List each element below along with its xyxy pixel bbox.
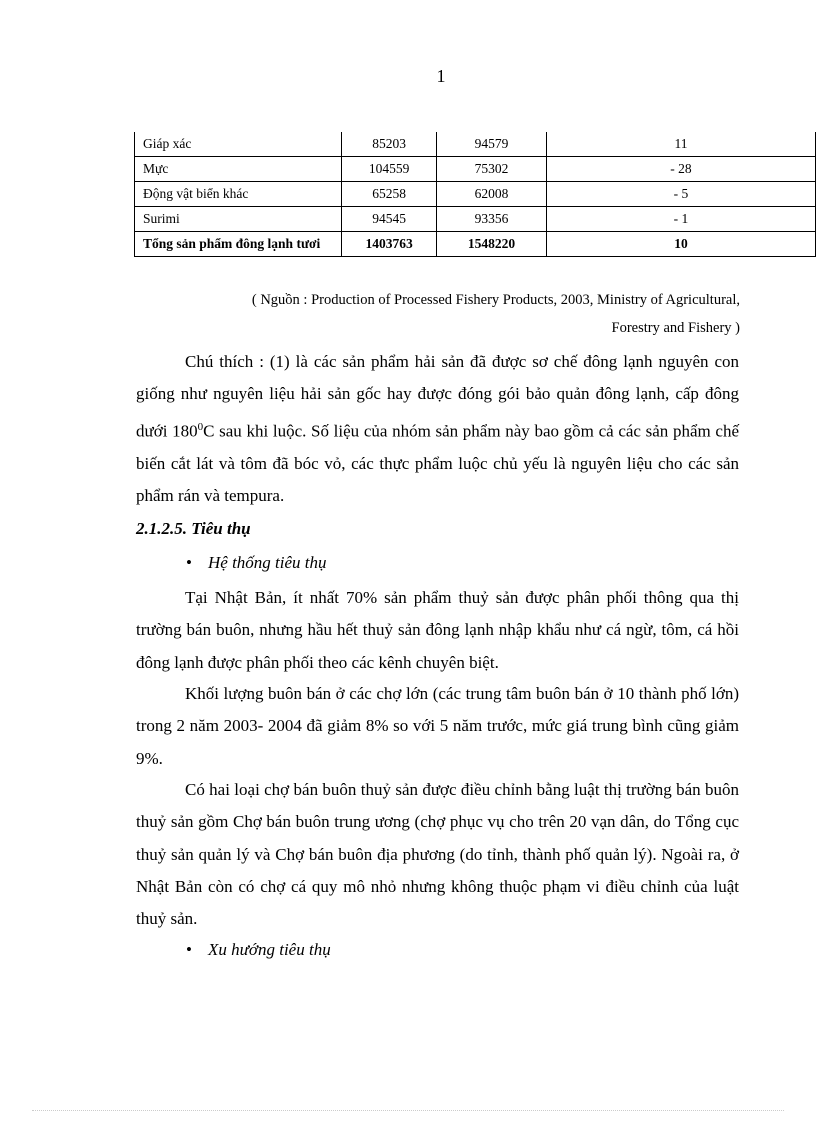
table-row bbox=[135, 182, 816, 207]
table-cell: 93356 bbox=[436, 207, 546, 232]
source-citation bbox=[135, 286, 740, 342]
table-cell: 94545 bbox=[342, 207, 437, 232]
bullet-dot-icon: • bbox=[186, 553, 192, 572]
table-cell: 104559 bbox=[342, 157, 437, 182]
degree-superscript: 0 bbox=[197, 420, 204, 433]
page-number: 1 bbox=[436, 66, 446, 86]
table-cell: 11 bbox=[546, 132, 815, 157]
table-cell: 10 bbox=[546, 232, 815, 257]
table-cell: Tổng sản phẩm đông lạnh tươi bbox=[135, 232, 342, 257]
table-cell: Mực bbox=[135, 157, 342, 182]
body-paragraph: Khối lượng buôn bán ở các chợ lớn (các trung tâm buôn bán ở 10 thành phố lớn) trong 2 năm 2003- 2004 đã giảm 8% so với 5 năm trước, mức giá trung bình cũng giảm 9%. bbox=[136, 684, 739, 768]
table-cell: Surimi bbox=[135, 207, 342, 232]
table-cell: - 28 bbox=[546, 157, 815, 182]
table-cell: 1548220 bbox=[436, 232, 546, 257]
table-cell: 1403763 bbox=[342, 232, 437, 257]
body-paragraph: Có hai loại chợ bán buôn thuỷ sản được điều chỉnh bằng luật thị trường bán buôn thuỷ sản gồm Chợ bán buôn trung ương (chợ phục vụ cho trên 20 vạn dân, do Tổng cục thuỷ sản quản lý và Chợ bán buôn địa phương (do tỉnh, thành phố quản lý). Ngoài ra, ở Nhật Bản còn có chợ cá quy mô nhỏ nhưng không thuộc phạm vi điều chỉnh của luật thuỷ sản. bbox=[136, 780, 739, 929]
bullet-item bbox=[186, 553, 327, 573]
table-cell: Giáp xác bbox=[135, 132, 342, 157]
table-total-row bbox=[135, 232, 816, 257]
bullet-text: Xu hướng tiêu thụ bbox=[208, 940, 331, 959]
note-paragraph bbox=[136, 346, 739, 512]
table-cell: - 5 bbox=[546, 182, 815, 207]
table-row bbox=[135, 207, 816, 232]
table-cell: 65258 bbox=[342, 182, 437, 207]
note-text: Chú thích : (1) là các sản phẩm hải sản đã được sơ chế đông lạnh nguyên con giống như nguyên liệu hải sản gốc hay được đóng gói bảo quản đông lạnh, cấp đông dưới 180 bbox=[136, 352, 739, 441]
bullet-dot-icon: • bbox=[186, 940, 192, 959]
source-line: Forestry and Fishery ) bbox=[611, 320, 740, 336]
table-cell: 75302 bbox=[436, 157, 546, 182]
note-text: C sau khi luộc. Số liệu của nhóm sản phẩm này bao gồm cả các sản phẩm chế biến cắt lát và tôm đã bóc vỏ, các thực phẩm luộc chủ yếu là nguyên liệu cho các sản phẩm rán và tempura. bbox=[136, 421, 739, 505]
table-row bbox=[135, 132, 816, 157]
bullet-text: Hệ thống tiêu thụ bbox=[208, 553, 327, 572]
body-paragraph: Tại Nhật Bản, ít nhất 70% sản phẩm thuỷ sản được phân phối thông qua thị trường bán buôn, nhưng hầu hết thuỷ sản đông lạnh nhập khẩu như cá ngừ, tôm, cá hồi đông lạnh được phân phối theo các kênh chuyên biệt. bbox=[136, 588, 739, 672]
table-cell: Động vật biển khác bbox=[135, 182, 342, 207]
source-line: ( Nguồn : Production of Processed Fishery Products, 2003, Ministry of Agricultural, bbox=[251, 292, 740, 308]
table-cell: 62008 bbox=[436, 182, 546, 207]
section-heading: 2.1.2.5. Tiêu thụ bbox=[136, 519, 251, 538]
table-row bbox=[135, 157, 816, 182]
bullet-item bbox=[186, 940, 331, 960]
fishery-products-table bbox=[134, 132, 816, 257]
table-cell: - 1 bbox=[546, 207, 815, 232]
footer-divider bbox=[32, 1110, 784, 1111]
table-cell: 94579 bbox=[436, 132, 546, 157]
table-cell: 85203 bbox=[342, 132, 437, 157]
